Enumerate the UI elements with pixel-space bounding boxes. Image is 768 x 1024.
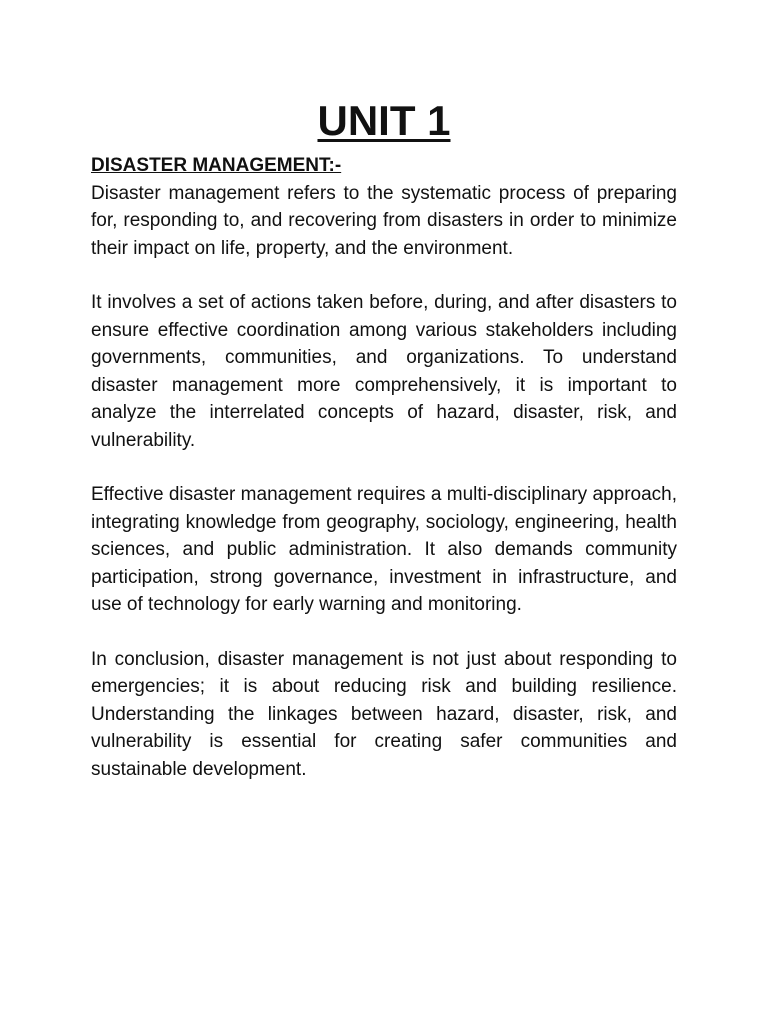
paragraph-definition: Disaster management refers to the systematic process of preparing for, responding to, and recovering from disasters in order to minimize their impact on life, property, and the environment. (91, 182, 677, 259)
paragraph-actions: It involves a set of actions taken before, during, and after disasters to ensure effective coordination among various stakeholders including governments, communities, and organizations. To understand disaster management more comprehensively, it is important to analyze the interrelated concepts of hazard, disaster, risk, and vulnerability. (91, 292, 677, 451)
section-heading: DISASTER MANAGEMENT:- (91, 155, 342, 176)
paragraph-conclusion: In conclusion, disaster management is not just about responding to emergencies; it is about reducing risk and building resilience. Understanding the linkages between hazard, disaster, risk, and vulnerability is essential for creating safer communities and sustainable development. (91, 648, 677, 780)
page-title: UNIT 1 (317, 97, 451, 144)
paragraph-approach: Effective disaster management requires a multi-disciplinary approach, integrating knowledge from geography, sociology, engineering, health sciences, and public administration. It also demands community participation, strong governance, investment in infrastructure, and use of technology for early warning and monitoring. (91, 484, 677, 615)
document-body (91, 152, 677, 810)
